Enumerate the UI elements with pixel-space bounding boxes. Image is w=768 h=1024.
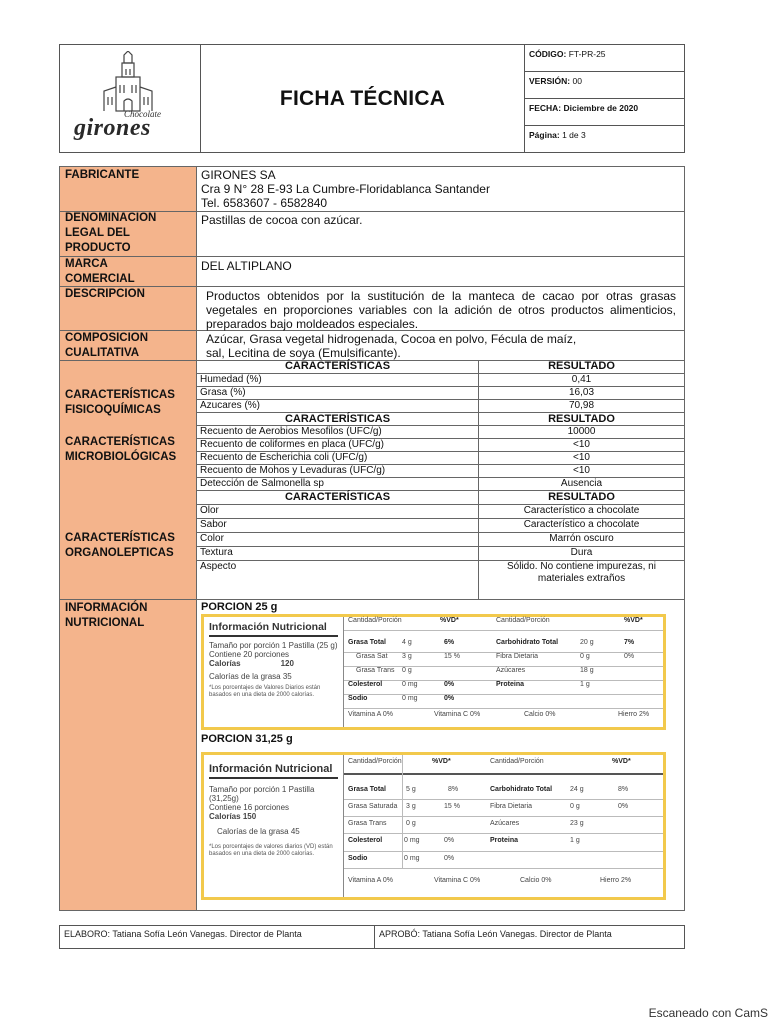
logo-subtitle: Chocolate (124, 109, 161, 119)
micro-row: Recuento de Aerobios Mesofilos (UFC/g) 10000 (197, 426, 684, 439)
organo-row: Color Marrón oscuro (197, 533, 684, 547)
label-organolepticas: CARACTERÍSTICAS ORGANOLEPTICAS (65, 532, 175, 559)
composicion-line1: Azúcar, Grasa vegetal hidrogenada, Cocoa en polvo, Fécula de maíz, (206, 332, 577, 346)
nutrition-box-31: Información Nutricional Tamaño por porción 1 Pastilla (31,25g) Contiene 16 porciones Calorías 150 Calorías de la grasa 45 *Los porcentajes de valores diarios (VD) están basados en una dieta de 2000 calorías. Cantidad/Porción %VD* Cantidad/Porción %VD* Grasa Total 5 g 8% Carbohidrato Total 24 g 8% Grasa Saturada 3 g 15 % Fibra Dietaria 0 g 0% Grasa Trans 0 g Azúcares 23 g Colesterol 0 mg 0% Proteina 1 g Sodio 0 mg 0% Vitamina A 0% Vitamina C 0% Calcio 0% Hierro 2% (201, 752, 666, 900)
meta-fecha: FECHA: Diciembre de 2020 (525, 99, 684, 126)
characteristics-grid (197, 360, 684, 599)
label-descripcion: DESCRIPCION (65, 288, 145, 300)
organo-header-row: CARACTERÍSTICAS RESULTADO (197, 491, 684, 505)
elaboro-field: ELABORO: Tatiana Sofía León Vanegas. Director de Planta (60, 926, 375, 948)
nutrition-title: Información Nutricional (209, 621, 338, 637)
organo-row: Sabor Característico a chocolate (197, 519, 684, 533)
fabricante-name: GIRONES SA (201, 168, 276, 182)
label-microbiologicas: CARACTERÍSTICAS MICROBIOLÓGICAS (65, 436, 177, 463)
nutrition-box-25: Información Nutricional Tamaño por porción 1 Pastilla (25 g) Contiene 20 porciones Calorías 120 Calorías de la grasa 35 *Los porcentajes de Valores Diarios están basados en una dieta de 2000 calorías. Cantidad/Porción %VD* Cantidad/Porción %VD* Grasa Total 4 g 6% Carbohidrato Total 20 g 7% Grasa Sat 3 g 15 % Fibra Dietaria 0 g 0% Grasa Trans 0 g Azúcares 18 g Colesterol 0 mg 0% Proteina 1 g Sodio 0 mg 0% Vitamina A 0% Vitamina C 0% Calcio 0% Hierro 2% (201, 614, 666, 730)
label-marca: MARCA COMERCIAL (65, 258, 135, 285)
aprobo-field: APROBÓ: Tatiana Sofía León Vanegas. Director de Planta (379, 929, 612, 939)
fisico-row: Azucares (%) 70,98 (197, 400, 684, 413)
document-header (59, 44, 685, 153)
church-tower-icon (96, 51, 160, 113)
fisico-header-row: CARACTERÍSTICAS RESULTADO (197, 360, 684, 374)
document-meta (525, 45, 684, 152)
micro-header-row: CARACTERÍSTICAS RESULTADO (197, 413, 684, 426)
logo-wordmark: girones (74, 115, 151, 141)
nutrition-title: Información Nutricional (209, 763, 338, 779)
label-composicion: COMPOSICION CUALITATIVA (65, 332, 149, 359)
fisico-row: Grasa (%) 16,03 (197, 387, 684, 400)
fabricante-address: Cra 9 N° 28 E-93 La Cumbre-Floridablanca Santander (201, 182, 490, 196)
meta-codigo: CÓDIGO: FT-PR-25 (525, 45, 684, 72)
denominacion-value: Pastillas de cocoa con azúcar. (201, 213, 363, 227)
composicion-line2: sal, Lecitina de soya (Emulsificante). (206, 346, 401, 360)
label-denominacion: DENOMINACION LEGAL DEL PRODUCTO (65, 212, 157, 254)
document-title: FICHA TÉCNICA (201, 45, 525, 152)
fisico-row: Humedad (%) 0,41 (197, 374, 684, 387)
fabricante-phone: Tel. 6583607 - 6582840 (201, 196, 328, 210)
label-fabricante: FABRICANTE (65, 169, 140, 181)
micro-row: Recuento de Mohos y Levaduras (UFC/g) <10 (197, 465, 684, 478)
approval-footer (59, 925, 685, 949)
porcion-25-title: PORCION 25 g (201, 601, 278, 613)
micro-row: Detección de Salmonella sp Ausencia (197, 478, 684, 491)
organo-row: Textura Dura (197, 547, 684, 561)
marca-value: DEL ALTIPLANO (201, 259, 292, 273)
spec-table (59, 166, 685, 911)
micro-row: Recuento de coliformes en placa (UFC/g) <10 (197, 439, 684, 452)
meta-pagina: Página: 1 de 3 (529, 130, 586, 140)
meta-version: VERSIÓN: 00 (525, 72, 684, 99)
descripcion-value: Productos obtenidos por la sustitución de la manteca de cacao por otras grasas vegetales en proporciones variables con la adición de otros productos alimenticios, preparados bajo moldeados especiales. (206, 289, 676, 331)
label-fisicoquimicas: CARACTERÍSTICAS FISICOQUÍMICAS (65, 389, 175, 416)
organo-row: Olor Característico a chocolate (197, 505, 684, 519)
label-nutricional: INFORMACIÓN NUTRICIONAL (65, 602, 148, 629)
company-logo (60, 45, 201, 152)
porcion-31-title: PORCION 31,25 g (201, 733, 293, 745)
organo-row: Aspecto Sólido. No contiene impurezas, ni materiales extraños (200, 561, 656, 584)
scan-watermark: Escaneado con CamS (648, 1006, 768, 1020)
micro-row: Recuento de Escherichia coli (UFC/g) <10 (197, 452, 684, 465)
